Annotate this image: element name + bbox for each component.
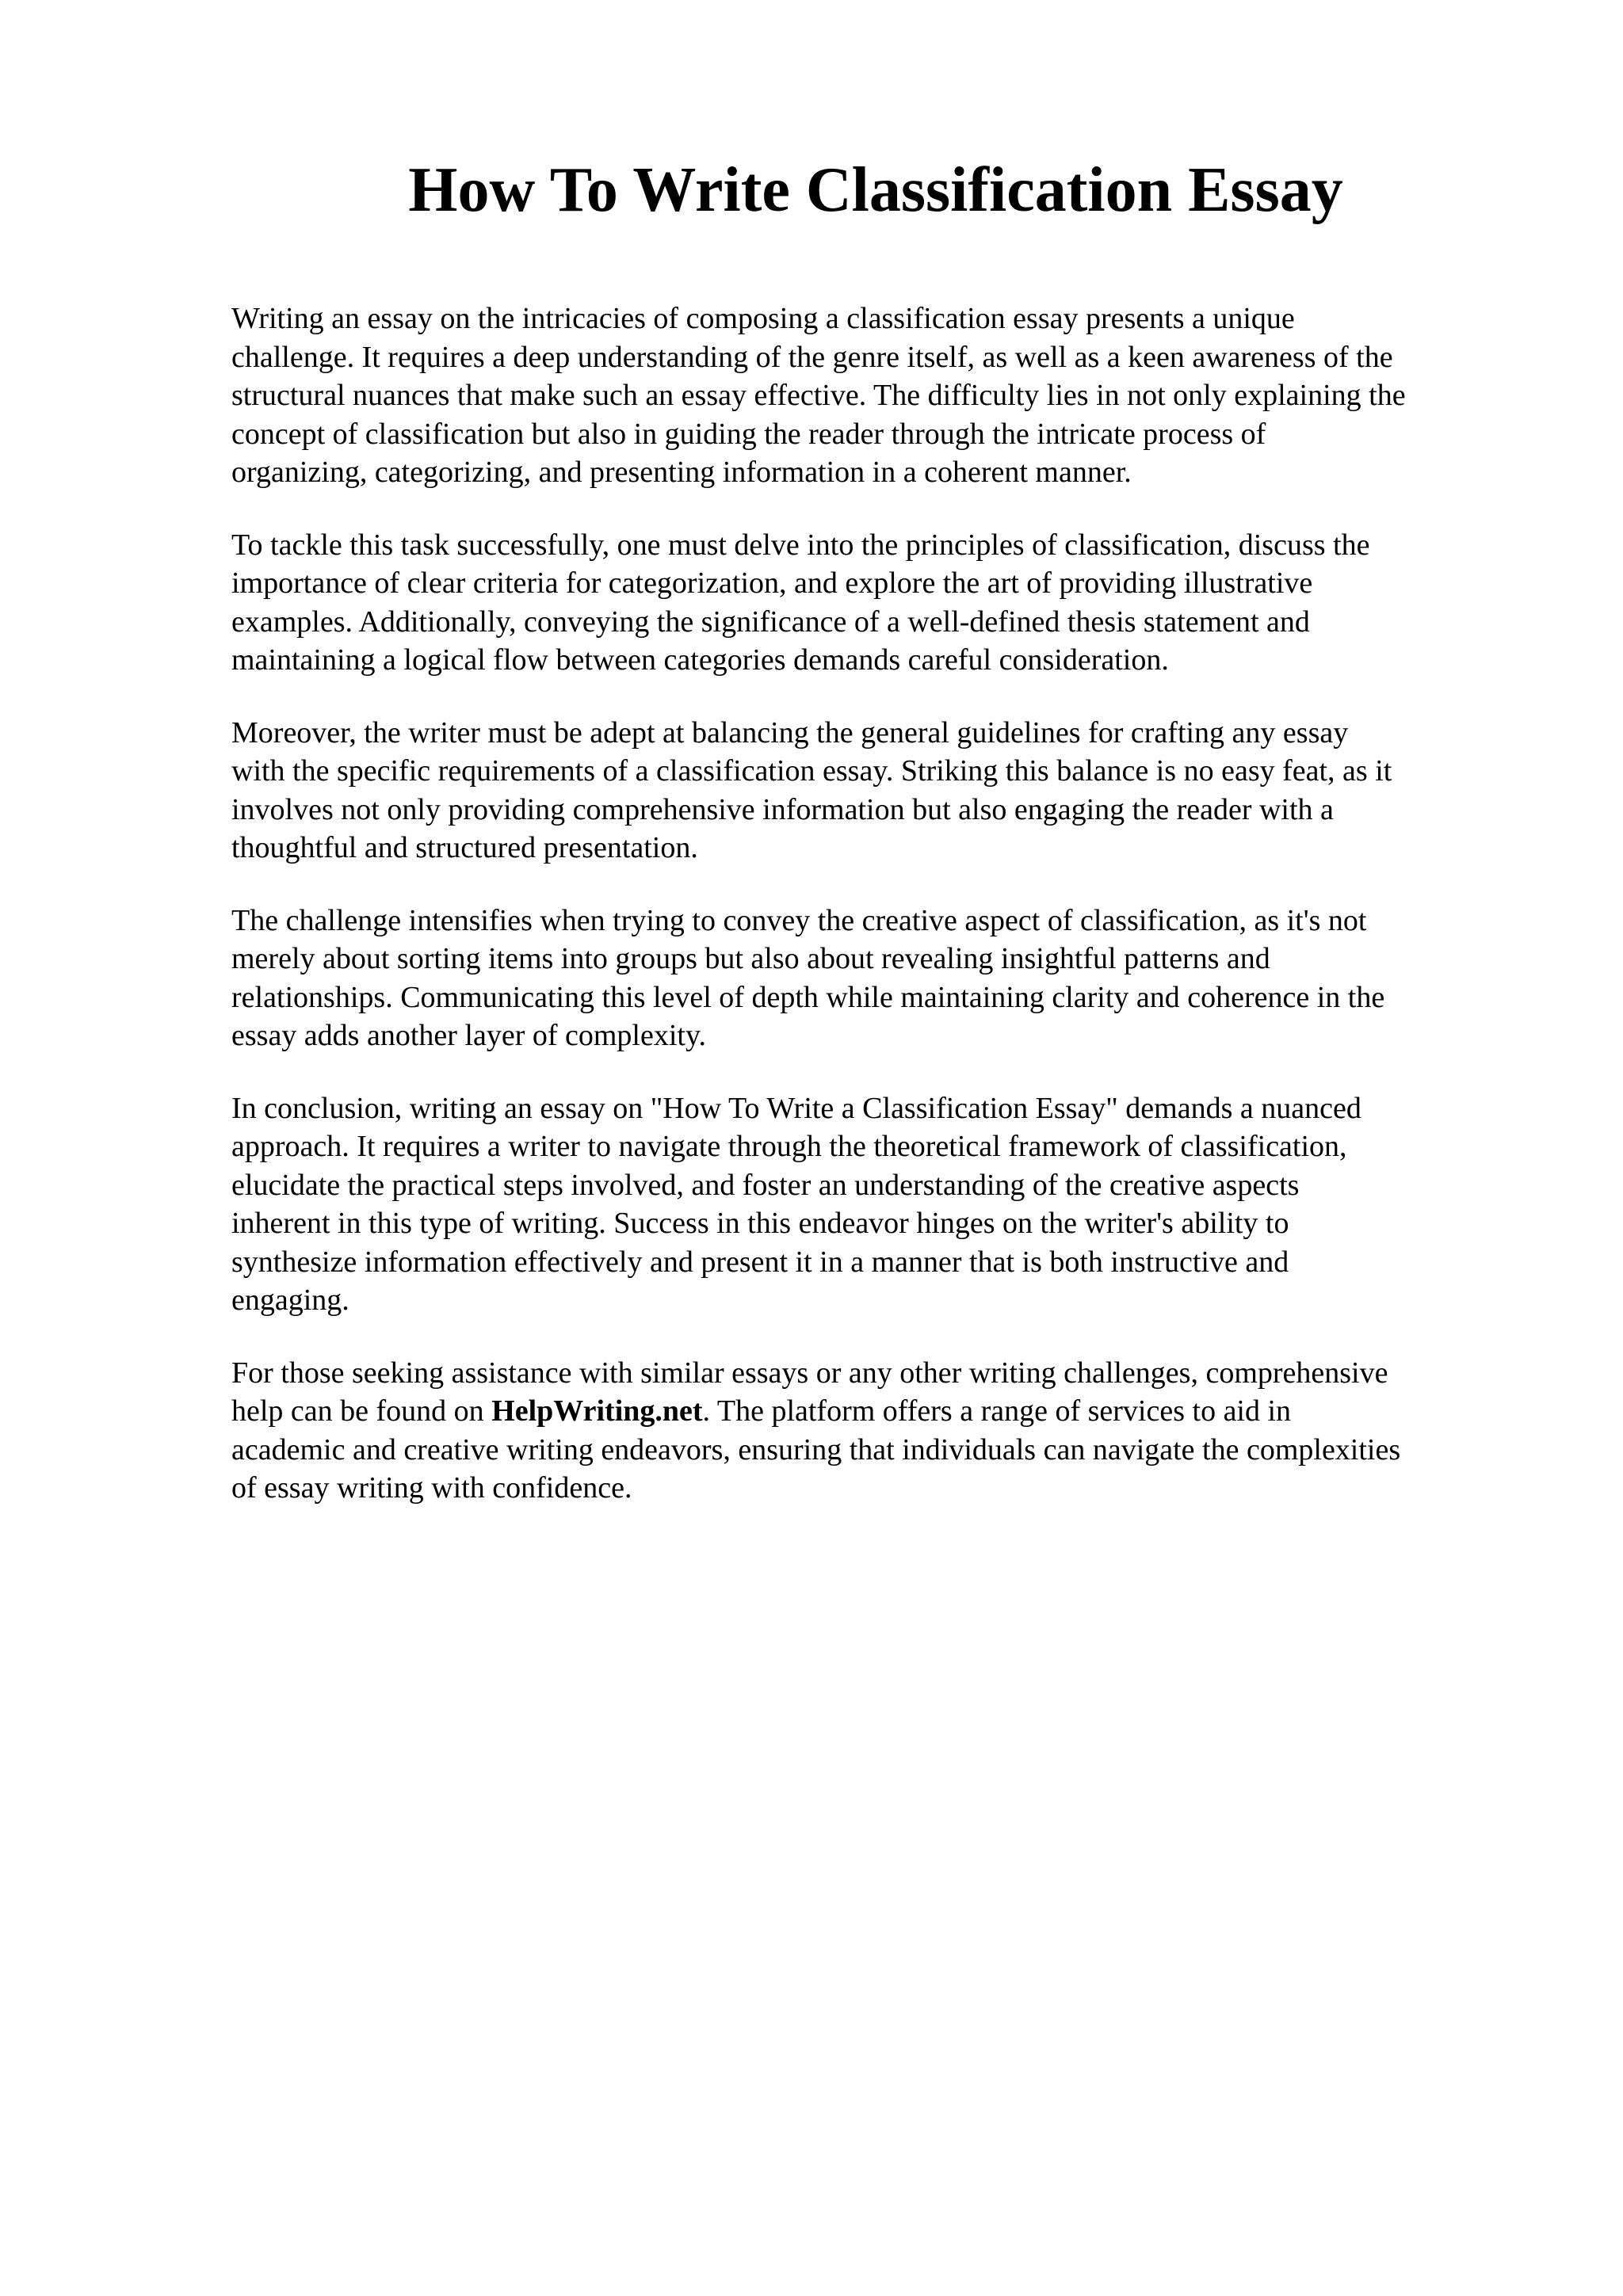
document-title: How To Write Classification Essay xyxy=(408,155,1343,225)
closing-text-before: For those seeking assistance with similar essays or any other writing challenges, comprehensive help can be found on xyxy=(231,1356,1388,1428)
paragraph-conclusion: In conclusion, writing an essay on "How To Write a Classification Essay" demands a nuanced approach. It requires a writer to navigate through the theoretical framework of classification, elucidate the practical steps involved, and foster an understanding of the creative aspects inherent in this type of writing. Success in this endeavor hinges on the writer's ability to synthesize information effectively and present it in a manner that is both instructive and engaging. xyxy=(231,1091,1361,1317)
paragraph-principles: To tackle this task successfully, one must delve into the principles of classification, discuss the importance of clear criteria for categorization, and explore the art of providing illustrative examples. Additionally, conveying the significance of a well-defined thesis statement and maintaining a logical flow between categories demands careful consideration. xyxy=(231,528,1370,677)
helpwriting-link[interactable]: HelpWriting.net xyxy=(491,1394,703,1428)
paragraph-balance: Moreover, the writer must be adept at balancing the general guidelines for crafting any essay with the specific requirements of a classification essay. Striking this balance is no easy feat, as it involves not only providing comprehensive information but also engaging the reader with a thoughtful and structured presentation. xyxy=(231,715,1392,864)
document-body xyxy=(231,299,1531,1542)
paragraph-closing xyxy=(231,1354,1531,1508)
paragraph-creative: The challenge intensifies when trying to convey the creative aspect of classification, as it's not merely about sorting items into groups but also about revealing insightful patterns and relationships. Communicating this level of depth while maintaining clarity and coherence in the essay adds another layer of complexity. xyxy=(231,903,1385,1052)
closing-text-after: . The platform offers a range of services to aid in academic and creative writing endeavors, ensuring that individuals can navigate the complexities of essay writing with confidence. xyxy=(231,1394,1401,1505)
paragraph-intro: Writing an essay on the intricacies of composing a classification essay presents a unique challenge. It requires a deep understanding of the genre itself, as well as a keen awareness of the structural nuances that make such an essay effective. The difficulty lies in not only explaining the concept of classification but also in guiding the reader through the intricate process of organizing, categorizing, and presenting information in a coherent manner. xyxy=(231,302,1406,489)
